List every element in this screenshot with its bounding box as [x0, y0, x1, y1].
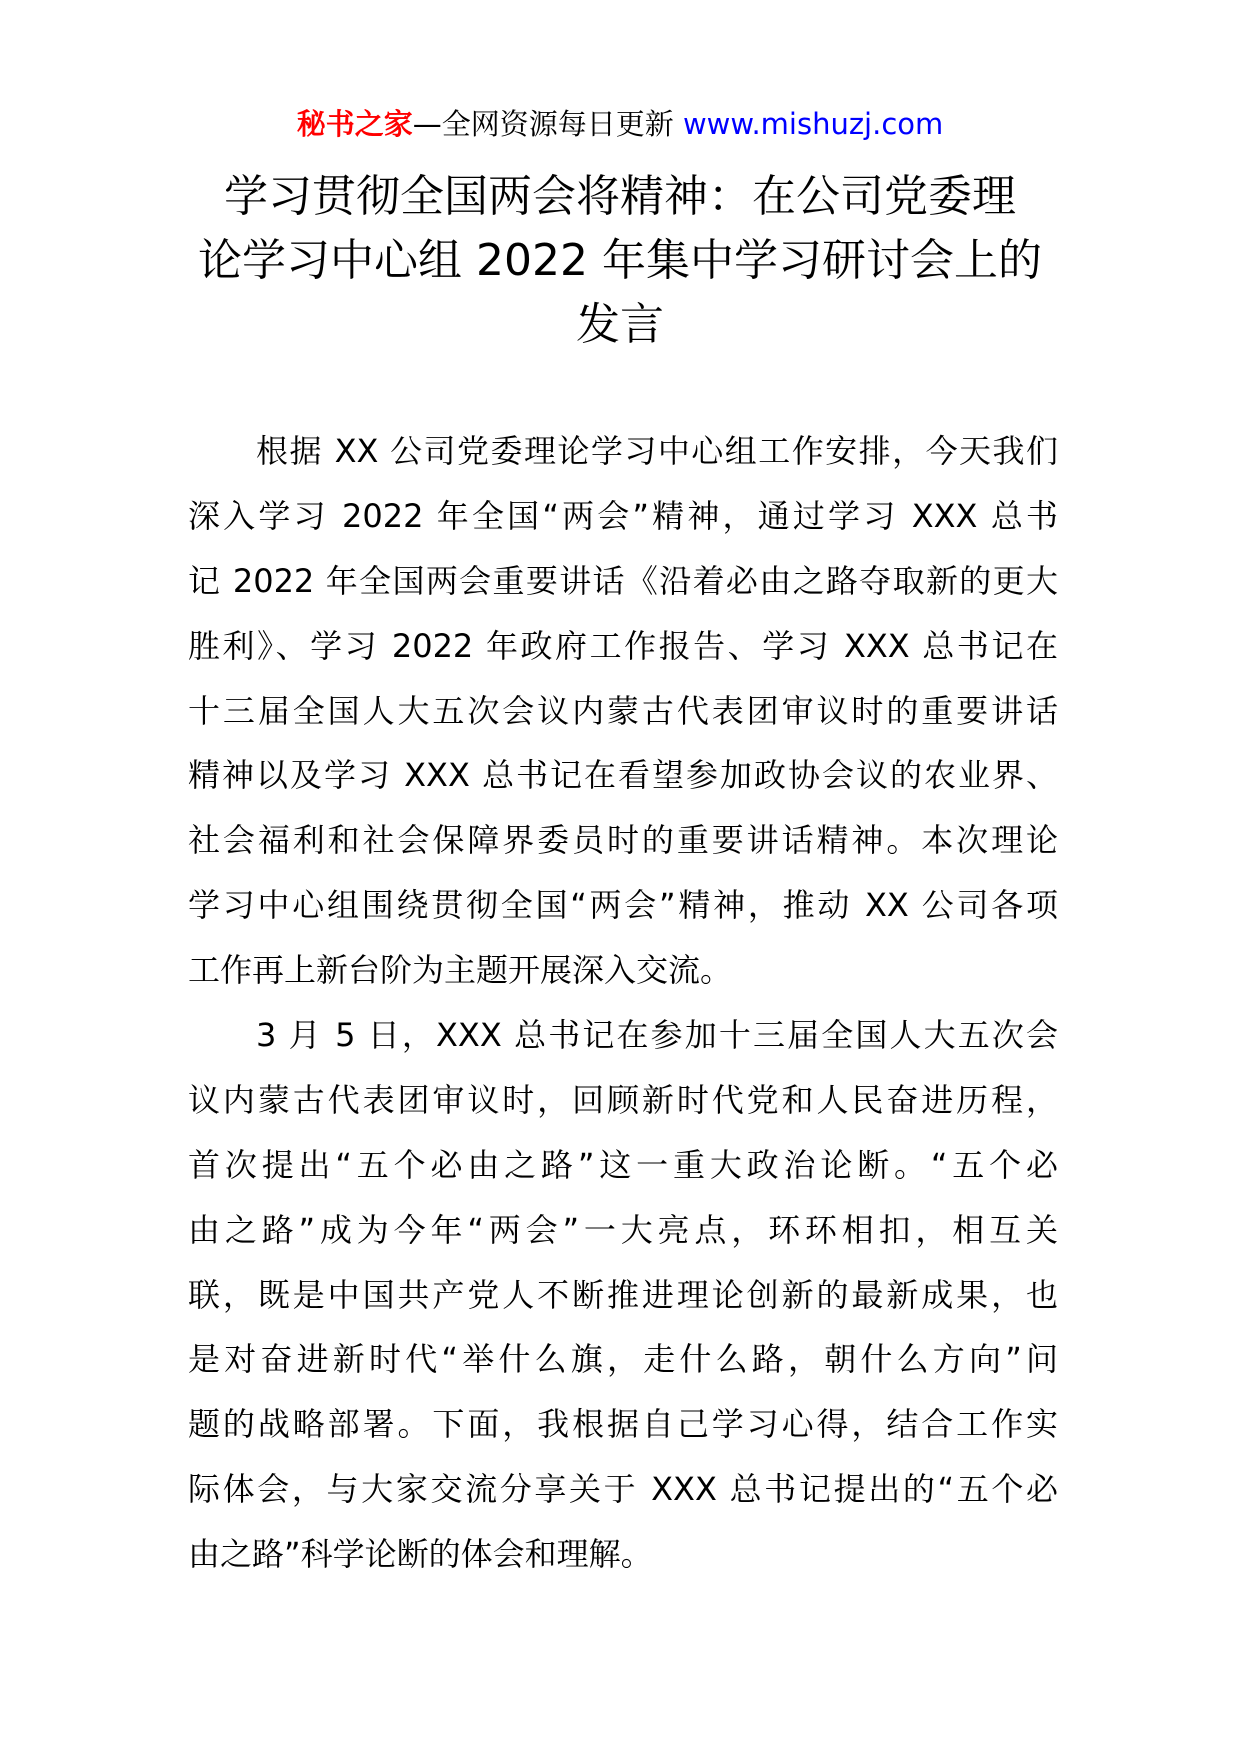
paragraph-line: 首次提出“五个必由之路”这一重大政治论断。“五个必 — [188, 1145, 1058, 1184]
paragraph-2 — [188, 1003, 1058, 1587]
paragraph-1 — [188, 419, 1058, 1003]
paragraph-line: 社会福利和社会保障界委员时的重要讲话精神。本次理论 — [188, 821, 1058, 860]
paragraph-line: 议内蒙古代表团审议时，回顾新时代党和人民奋进历程， — [188, 1080, 1058, 1119]
paragraph-line: 由之路”科学论断的体会和理解。 — [188, 1535, 653, 1574]
header-tagline: —全网资源每日更新 — [412, 107, 674, 141]
paragraph-line: 3 月 5 日，XXX 总书记在参加十三届全国人大五次会 — [256, 1016, 1058, 1055]
paragraph-line: 记 2022 年全国两会重要讲话《沿着必由之路夺取新的更大 — [188, 561, 1058, 600]
paragraph-line: 联，既是中国共产党人不断推进理论创新的最新成果，也 — [188, 1275, 1058, 1314]
document-title — [170, 165, 1070, 357]
paragraph-line: 是对奋进新时代“举什么旗，走什么路，朝什么方向”问 — [188, 1340, 1058, 1379]
paragraph-line: 际体会，与大家交流分享关于 XXX 总书记提出的“五个必 — [188, 1470, 1058, 1509]
brand-name: 秘书之家 — [296, 107, 413, 141]
title-line: 论学习中心组 2022 年集中学习研讨会上的 — [198, 235, 1042, 286]
paragraph-line: 工作再上新台阶为主题开展深入交流。 — [188, 951, 733, 990]
site-header — [0, 104, 1240, 144]
title-line: 发言 — [576, 299, 664, 350]
paragraph-line: 根据 XX 公司党委理论学习中心组工作安排，今天我们 — [256, 432, 1058, 470]
title-line: 学习贯彻全国两会将精神：在公司党委理 — [224, 171, 1016, 222]
paragraph-line: 十三届全国人大五次会议内蒙古代表团审议时的重要讲话 — [188, 691, 1058, 730]
site-url-link[interactable]: www.mishuzj.com — [682, 107, 944, 141]
paragraph-line: 精神以及学习 XXX 总书记在看望参加政协会议的农业界、 — [188, 756, 1058, 795]
paragraph-line: 学习中心组围绕贯彻全国“两会”精神，推动 XX 公司各项 — [188, 886, 1058, 925]
paragraph-line: 题的战略部署。下面，我根据自己学习心得，结合工作实 — [188, 1405, 1058, 1444]
paragraph-line: 深入学习 2022 年全国“两会”精神，通过学习 XXX 总书 — [188, 496, 1058, 535]
document-body — [188, 419, 1058, 1587]
paragraph-line: 由之路”成为今年“两会”一大亮点，环环相扣，相互关 — [188, 1210, 1058, 1249]
paragraph-line: 胜利》、学习 2022 年政府工作报告、学习 XXX 总书记在 — [188, 626, 1058, 665]
